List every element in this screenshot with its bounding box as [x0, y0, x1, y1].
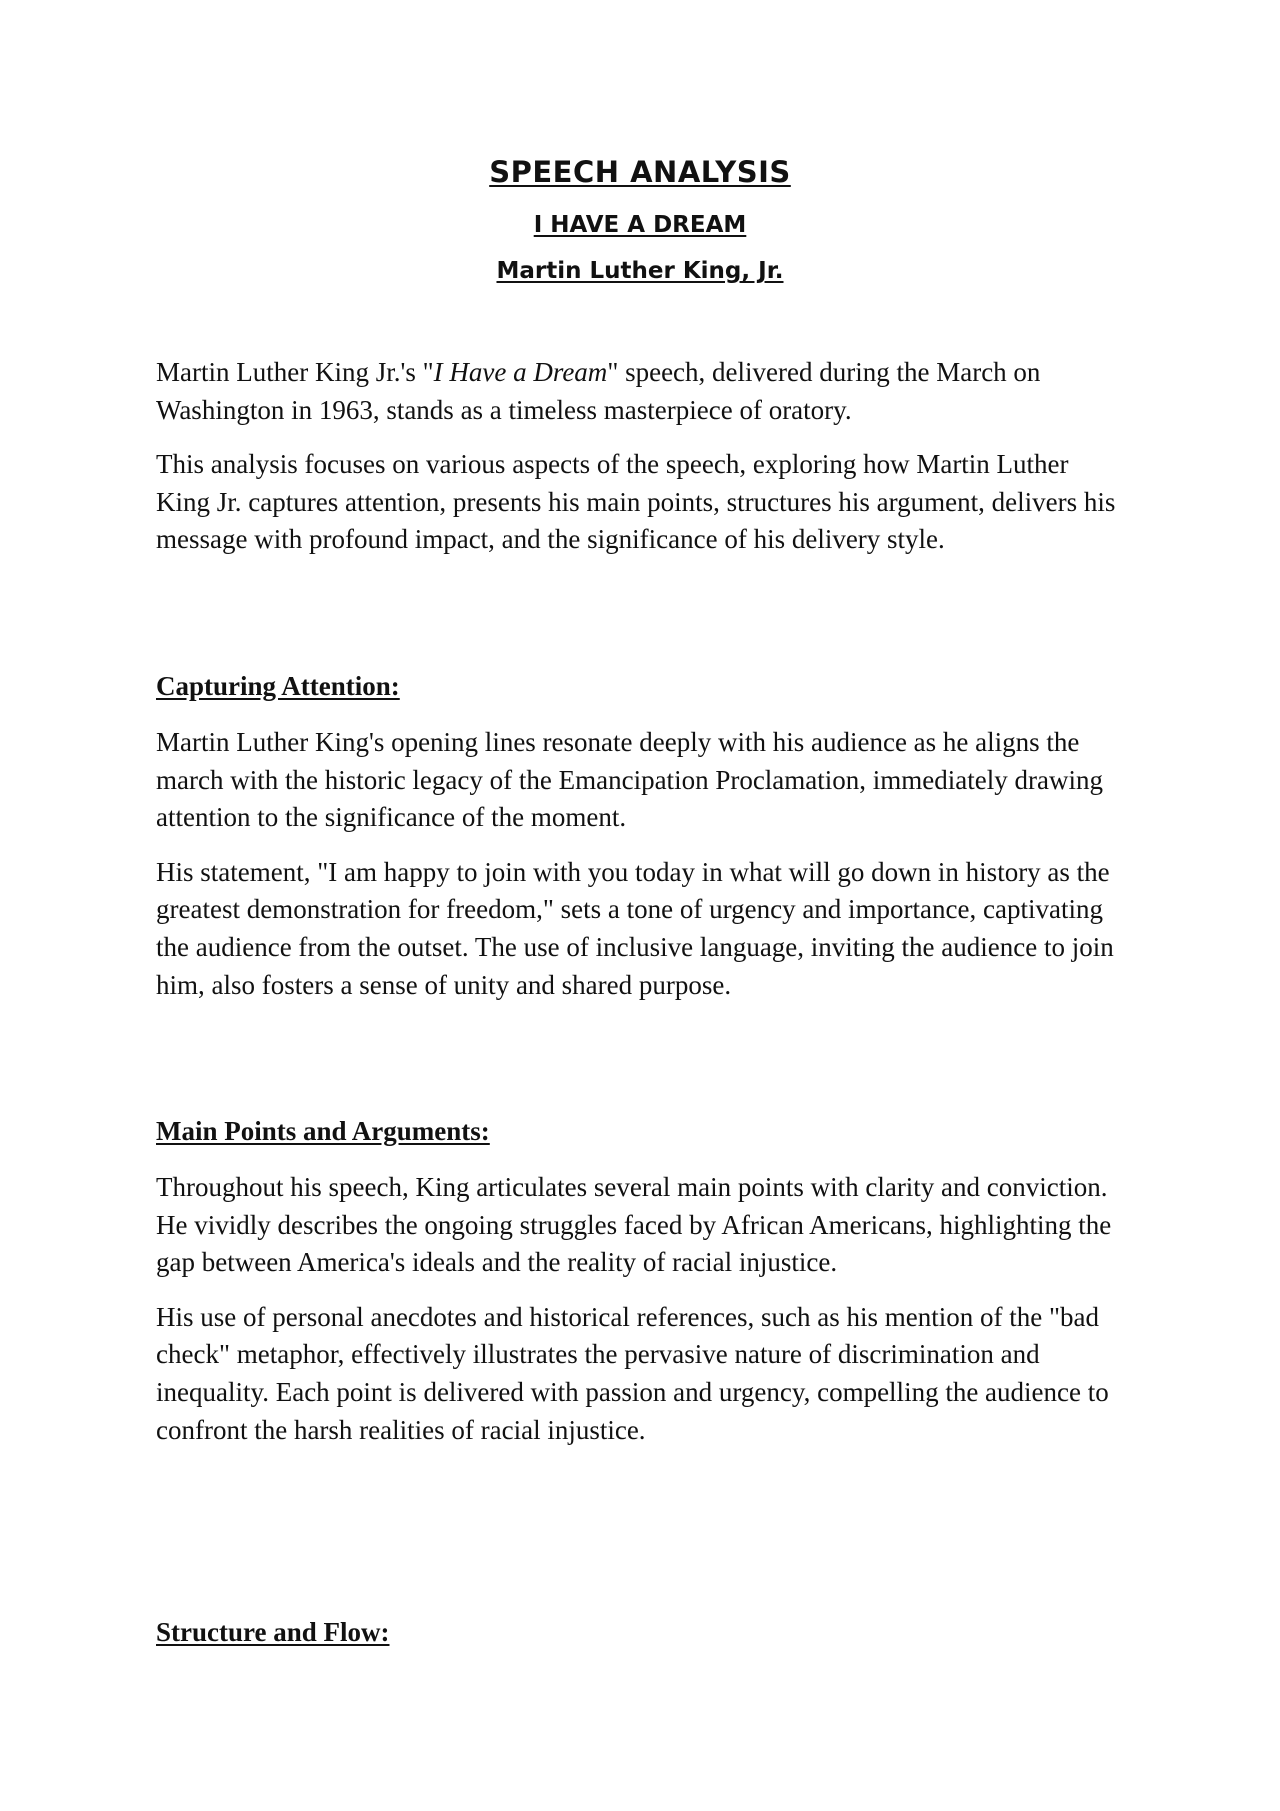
main-points-section — [156, 1169, 1124, 1466]
structure-and-flow-heading: Structure and Flow: — [156, 1617, 390, 1647]
intro-p1-before: Martin Luther King Jr.'s " — [156, 357, 434, 387]
capturing-attention-section — [156, 724, 1124, 1021]
speech-author: Martin Luther King, Jr. — [496, 258, 784, 284]
speech-title: I HAVE A DREAM — [533, 212, 747, 238]
speech-title-italic: I Have a Dream — [433, 357, 608, 387]
capturing-paragraph-1: Martin Luther King's opening lines resonate deeply with his audience as he aligns the march with the historic legacy of the Emancipation Proclamation, immediately drawing attention to the significance of the moment. — [156, 727, 1103, 833]
capturing-paragraph-2: His statement, "I am happy to join with you today in what will go down in history as the greatest demonstration for freedom," sets a tone of urgency and importance, captivating the audience from the outset. The use of inclusive language, inviting the audience to join him, also fosters a sense of unity and shared purpose. — [156, 856, 1114, 1000]
main-points-paragraph-2: His use of personal anecdotes and historical references, such as his mention of the "bad check" metaphor, effectively illustrates the pervasive nature of discrimination and inequality. Each point is delivered with passion and urgency, compelling the audience to confront the harsh realities of racial injustice. — [156, 1301, 1109, 1445]
intro-section — [156, 354, 1124, 576]
intro-paragraph-1 — [156, 354, 1124, 429]
intro-paragraph-2: This analysis focuses on various aspects of the speech, exploring how Martin Luther King Jr. captures attention, presents his main points, structures his argument, delivers his message with profound impact, and the significance of his delivery style. — [156, 449, 1116, 555]
main-points-paragraph-1: Throughout his speech, King articulates several main points with clarity and conviction. He vividly describes the ongoing struggles faced by African Americans, highlighting the gap between America's ideals and the reality of racial injustice. — [156, 1172, 1112, 1278]
main-points-heading: Main Points and Arguments: — [156, 1116, 490, 1146]
capturing-attention-heading: Capturing Attention: — [156, 671, 400, 701]
document-title: SPEECH ANALYSIS — [489, 155, 791, 189]
intro-p1-after: " speech, delivered during the March on Washington in 1963, stands as a timeless masterpiece of oratory. — [156, 357, 1041, 425]
